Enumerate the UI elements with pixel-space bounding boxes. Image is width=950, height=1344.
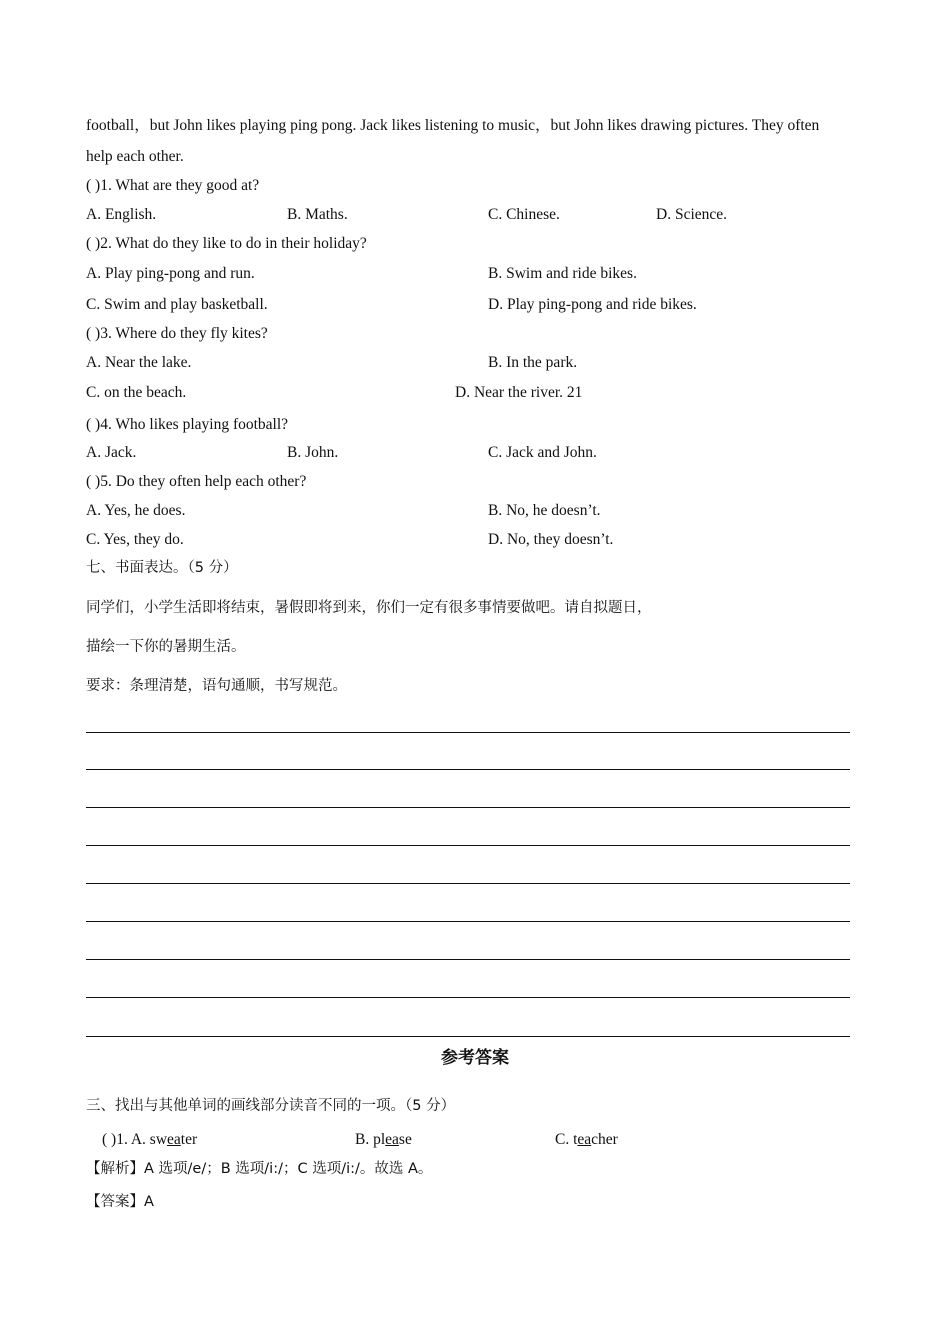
- question-2-option-b: B. Swim and ride bikes.: [488, 265, 637, 282]
- writing-requirement: 要求：条理清楚，语句通顺，书写规范。: [86, 678, 347, 694]
- question-4-option-a: A. Jack.: [86, 444, 137, 461]
- writing-heading: 七、书面表达。（5 分）: [86, 560, 238, 576]
- underlined-letters: ea: [577, 1131, 592, 1148]
- question-4-stem: ( )4. Who likes playing football?: [86, 416, 289, 433]
- writing-line: [86, 732, 850, 733]
- question-5-option-a: A. Yes, he does.: [86, 502, 186, 519]
- writing-line: [86, 769, 850, 770]
- answer-question-1-option-b: B. please: [355, 1131, 412, 1148]
- answers-section-heading: 三、找出与其他单词的画线部分读音不同的一项。（5 分）: [86, 1098, 456, 1114]
- answer-question-1-option-c: C. teacher: [555, 1131, 618, 1148]
- question-5-option-c: C. Yes, they do.: [86, 531, 184, 548]
- question-3-option-c: C. on the beach.: [86, 384, 187, 401]
- question-4-option-c: C. Jack and John.: [488, 444, 597, 461]
- question-3-option-b: B. In the park.: [488, 354, 578, 371]
- question-5-option-b: B. No, he doesn’t.: [488, 502, 601, 519]
- question-4-option-b: B. John.: [287, 444, 339, 461]
- writing-prompt-line-2: 描绘一下你的暑期生活。: [86, 639, 246, 655]
- question-1-option-c: C. Chinese.: [488, 206, 560, 223]
- writing-line: [86, 921, 850, 922]
- writing-line: [86, 959, 850, 960]
- answer-analysis: 【解析】A 选项/e/；B 选项/i:/；C 选项/i:/。故选 A。: [86, 1161, 433, 1177]
- writing-line: [86, 807, 850, 808]
- question-1-option-d: D. Science.: [656, 206, 728, 223]
- question-2-option-a: A. Play ping-pong and run.: [86, 265, 255, 282]
- writing-line: [86, 883, 850, 884]
- passage-line-2: help each other.: [86, 148, 184, 165]
- writing-line: [86, 1036, 850, 1037]
- question-2-option-c: C. Swim and play basketball.: [86, 296, 268, 313]
- question-3-option-a: A. Near the lake.: [86, 354, 192, 371]
- answers-title: 参考答案: [441, 1048, 509, 1068]
- passage-line-1: football，but John likes playing ping pong. Jack likes listening to music，but John likes drawing pictures. They often: [86, 117, 820, 134]
- question-1-option-b: B. Maths.: [287, 206, 348, 223]
- answer-key: 【答案】A: [86, 1194, 154, 1210]
- question-2-stem: ( )2. What do they like to do in their holiday?: [86, 235, 367, 252]
- question-5-stem: ( )5. Do they often help each other?: [86, 473, 307, 490]
- question-1-stem: ( )1. What are they good at?: [86, 177, 260, 194]
- writing-line: [86, 997, 850, 998]
- underlined-letters: ea: [167, 1131, 181, 1148]
- answer-question-1-option-a: ( )1. A. sweater: [102, 1131, 198, 1148]
- question-5-option-d: D. No, they doesn’t.: [488, 531, 614, 548]
- question-3-stem: ( )3. Where do they fly kites?: [86, 325, 268, 342]
- question-1-option-a: A. English.: [86, 206, 157, 223]
- question-3-option-d: D. Near the river. 21: [455, 384, 583, 401]
- question-2-option-d: D. Play ping-pong and ride bikes.: [488, 296, 697, 313]
- writing-prompt-line-1: 同学们，小学生活即将结束，暑假即将到来，你们一定有很多事情要做吧。请自拟题日，: [86, 600, 652, 616]
- writing-line: [86, 845, 850, 846]
- underlined-letters: ea: [385, 1131, 399, 1148]
